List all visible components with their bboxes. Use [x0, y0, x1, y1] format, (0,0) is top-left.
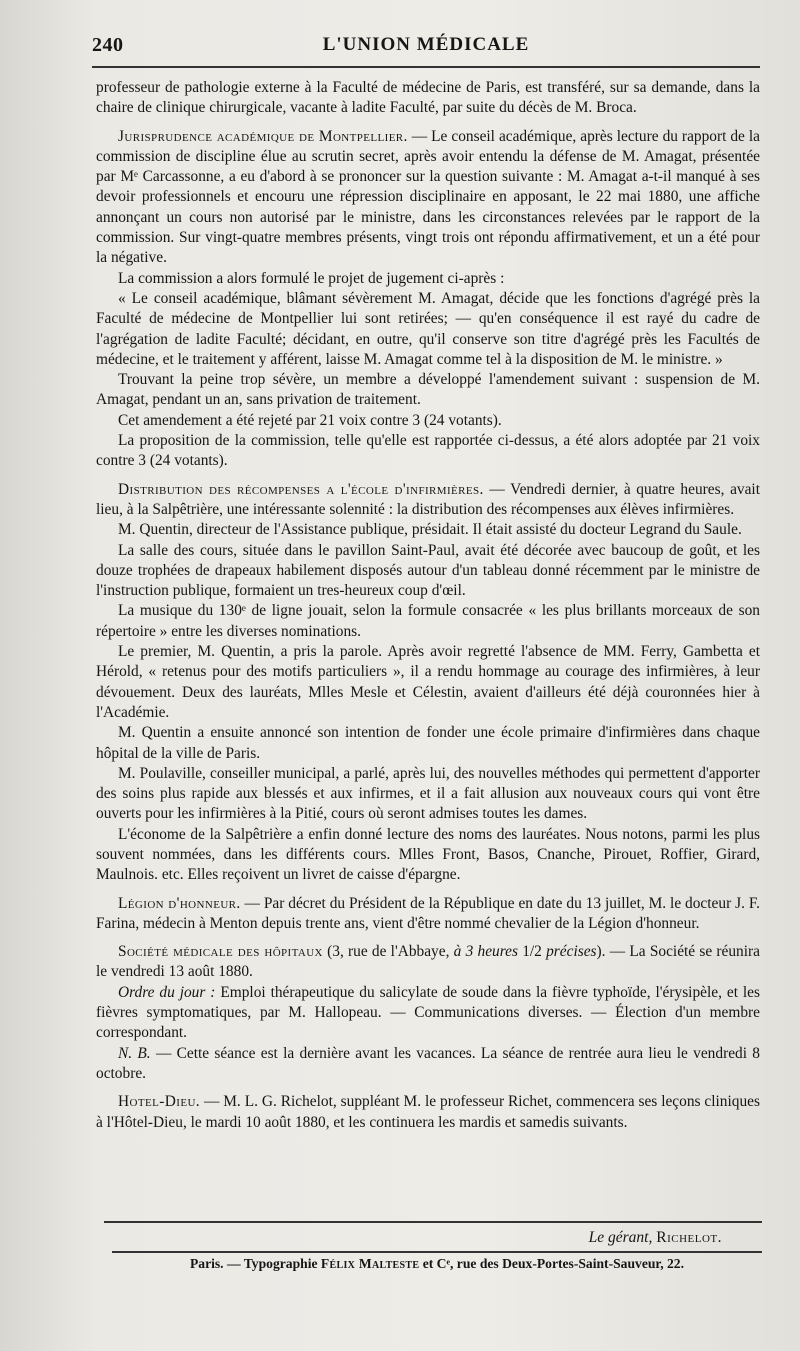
section-distribution — [96, 480, 760, 521]
paragraph-text: Le premier, M. Quentin, a pris la parole. Après avoir regretté l'absence de MM. Ferry, Gambetta et Hérold, « retenus pour des motifs particuliers », il a rendu hommage au courage des infirmières, à leur dévouement. Deux des lauréats, Mlles Mesle et Célestin, avaient d'ailleurs été déjà couronnées hier à l'Académie. — [96, 643, 760, 721]
paragraph-text: La salle des cours, située dans le pavillon Saint-Paul, avait été décorée avec baucoup de goût, et les douze trophées de drapeaux habilement disposés autour d'un tableau donné récemment par le ministre de l'instruction publique, formaient un tres-heureux coup d'œil. — [96, 541, 760, 600]
paragraph-text: La commission a alors formulé le projet de jugement ci-après : — [118, 269, 505, 287]
signature — [589, 1229, 722, 1247]
paragraph-text: M. Quentin, directeur de l'Assistance publique, présidait. Il était assisté du docteur Legrand du Saule. — [118, 521, 742, 539]
paragraph-ordre-du-jour — [96, 983, 760, 1044]
paragraph-text: L'économe de la Salpêtrière a enfin donné lecture des noms des lauréates. Nous notons, parmi les plus souvent nommées, dans les différents cours. Mlles Front, Basos, Cnanche, Pirouet, Roffier, Girard, Maulnois. etc. Elles reçoivent un livret de caisse d'épargne. — [96, 825, 760, 884]
signature-name: Richelot. — [656, 1229, 722, 1246]
paragraph-nota-bene — [96, 1044, 760, 1085]
paragraph-text: — Par décret du Président de la République en date du 13 juillet, M. le docteur J. F. Farina, médecin à Menton depuis trente ans, vient d'être nommé chevalier de la Légion d'honneur. — [96, 894, 760, 932]
imprint-printer: Félix Malteste — [320, 1256, 420, 1271]
header-rule — [92, 66, 760, 68]
paragraph-text: professeur de pathologie externe à la Faculté de médecine de Paris, est transféré, sur sa demande, dans la chaire de clinique chirurgicale, vacante à ladite Faculté, par suite du décès de M. Broca. — [96, 79, 760, 117]
paragraph-broca — [96, 78, 760, 119]
section-heading: Jurisprudence académique de Montpellier. — [118, 127, 408, 145]
running-title: L'UNION MÉDICALE — [322, 34, 530, 55]
paragraph-text: — Vendredi dernier, à quatre heures, avait lieu, à la Salpêtrière, une intéressante solennité : la distribution des récompenses aux élèves infirmières. — [96, 480, 760, 518]
section-hotel-dieu — [96, 1092, 760, 1133]
footer-rule-bottom — [112, 1251, 762, 1253]
paragraph-text: — Cette séance est la dernière avant les vacances. La séance de rentrée aura lieu le vendredi 8 octobre. — [96, 1044, 760, 1082]
article-body — [96, 78, 760, 1133]
paragraph-text: La musique du 130ᵉ de ligne jouait, selon la formule consacrée « les plus brillants morceaux de son répertoire » entre les diverses nominations. — [96, 602, 760, 640]
paragraph-text: Trouvant la peine trop sévère, un membre a développé l'amendement suivant : suspension de M. Amagat, pendant un an, sans privation de traitement. — [96, 371, 760, 409]
paragraph-amendment — [96, 370, 760, 411]
paragraph-text: Emploi thérapeutique du salicylate de soude dans la fièvre typhoïde, l'érysipèle, et les fièvres symptomatiques, par M. Hallopeau. — Communications diverses. — Élection d'un membre correspondant. — [96, 983, 760, 1042]
paragraph-salle — [96, 541, 760, 602]
section-legion-honneur — [96, 894, 760, 935]
section-heading: Distribution des récompenses a l'école d'infirmières. — [118, 480, 484, 498]
paragraph-quentin — [96, 520, 760, 540]
paragraph-poulaville — [96, 764, 760, 825]
section-heading: Société médicale des hôpitaux — [118, 943, 323, 961]
paragraph-laureates — [96, 825, 760, 886]
imprint-suffix: et Cᵉ, rue des Deux-Portes-Saint-Sauveur, 22. — [419, 1256, 684, 1271]
paragraph-text: « Le conseil académique, blâmant sévèrement M. Amagat, décide que les fonctions d'agrégé près la Faculté de médecine de Montpellier lui sont retirées; — qu'en conséquence il est rayé du cadre de l'agrégation de ladite Faculté; décidant, en outre, qu'il conserve son titre d'agrégé près les Facultés de médecine, et le traitement y afférent, laisse M. Amagat comme tel à la disposition de M. le ministre. » — [96, 289, 760, 368]
italic-text: précises — [546, 943, 597, 961]
section-societe-medicale — [96, 942, 760, 983]
paragraph-text: Cet amendement a été rejeté par 21 voix contre 3 (24 votants). — [118, 411, 502, 429]
page-header — [92, 32, 760, 60]
paragraph-text: La proposition de la commission, telle qu'elle est rapportée ci-dessus, a été alors adoptée par 21 voix contre 3 (24 votants). — [96, 432, 760, 470]
italic-lead: Ordre du jour : — [118, 983, 216, 1001]
imprint-prefix: Paris. — Typographie — [189, 1256, 321, 1271]
paragraph-rejected — [96, 411, 760, 431]
paragraph-text: (3, rue de l'Abbaye, — [322, 943, 454, 961]
italic-text: à 3 heures — [453, 943, 518, 961]
paragraph-commission — [96, 269, 760, 289]
paragraph-text: M. Poulaville, conseiller municipal, a parlé, après lui, des nouvelles méthodes qui permettent d'apporter des soins plus rapide aux blessés et aux infirmes, et il a fait allusion aux nouveaux cours qui vont être ouverts pour les infirmières à la Pitié, cours où seront admises toutes les dames. — [96, 764, 760, 823]
italic-lead: N. B. — [118, 1044, 151, 1062]
paragraph-text: 1/2 — [517, 943, 547, 961]
paragraph-premier — [96, 642, 760, 723]
paragraph-musique — [96, 601, 760, 642]
paragraph-text: ). — La Société se réunira le vendredi 13 août 1880. — [96, 943, 760, 981]
paragraph-text: M. Quentin a ensuite annoncé son intention de fonder une école primaire d'infirmières dans chaque hôpital de la ville de Paris. — [96, 724, 760, 762]
signature-label: Le gérant, — [588, 1229, 653, 1246]
paragraph-judgment — [96, 289, 760, 370]
paragraph-text: — M. L. G. Richelot, suppléant M. le professeur Richet, commencera ses leçons cliniques à l'Hôtel-Dieu, le mardi 10 août 1880, et les continuera les mardis et samedis suivants. — [96, 1093, 760, 1131]
section-heading: Hotel-Dieu. — [118, 1093, 201, 1111]
section-jurisprudence — [96, 127, 760, 269]
paragraph-ecole — [96, 723, 760, 764]
paragraph-adopted — [96, 431, 760, 472]
section-heading: Légion d'honneur. — [118, 894, 241, 912]
page-number: 240 — [92, 34, 124, 56]
footer-rule — [104, 1221, 762, 1223]
printer-imprint — [112, 1256, 762, 1272]
paragraph-text: — Le conseil académique, après lecture du rapport de la commission de discipline élue au scrutin secret, après avoir entendu la défense de M. Amagat, présentée par Mᵉ Carcassonne, a eu d'abord à se prononcer sur la question suivante : M. Amagat a-t-il manqué à ses devoir professionnels et encouru une répression disciplinaire en apposant, le 22 mai 1880, une affiche annonçant un cours non autorisé par le ministre, dans les circonstances relevées par le rapport de la commission. Sur vingt-quatre membres présents, vingt trois ont répondu affirmativement, et un a été pour la négative. — [96, 127, 760, 267]
